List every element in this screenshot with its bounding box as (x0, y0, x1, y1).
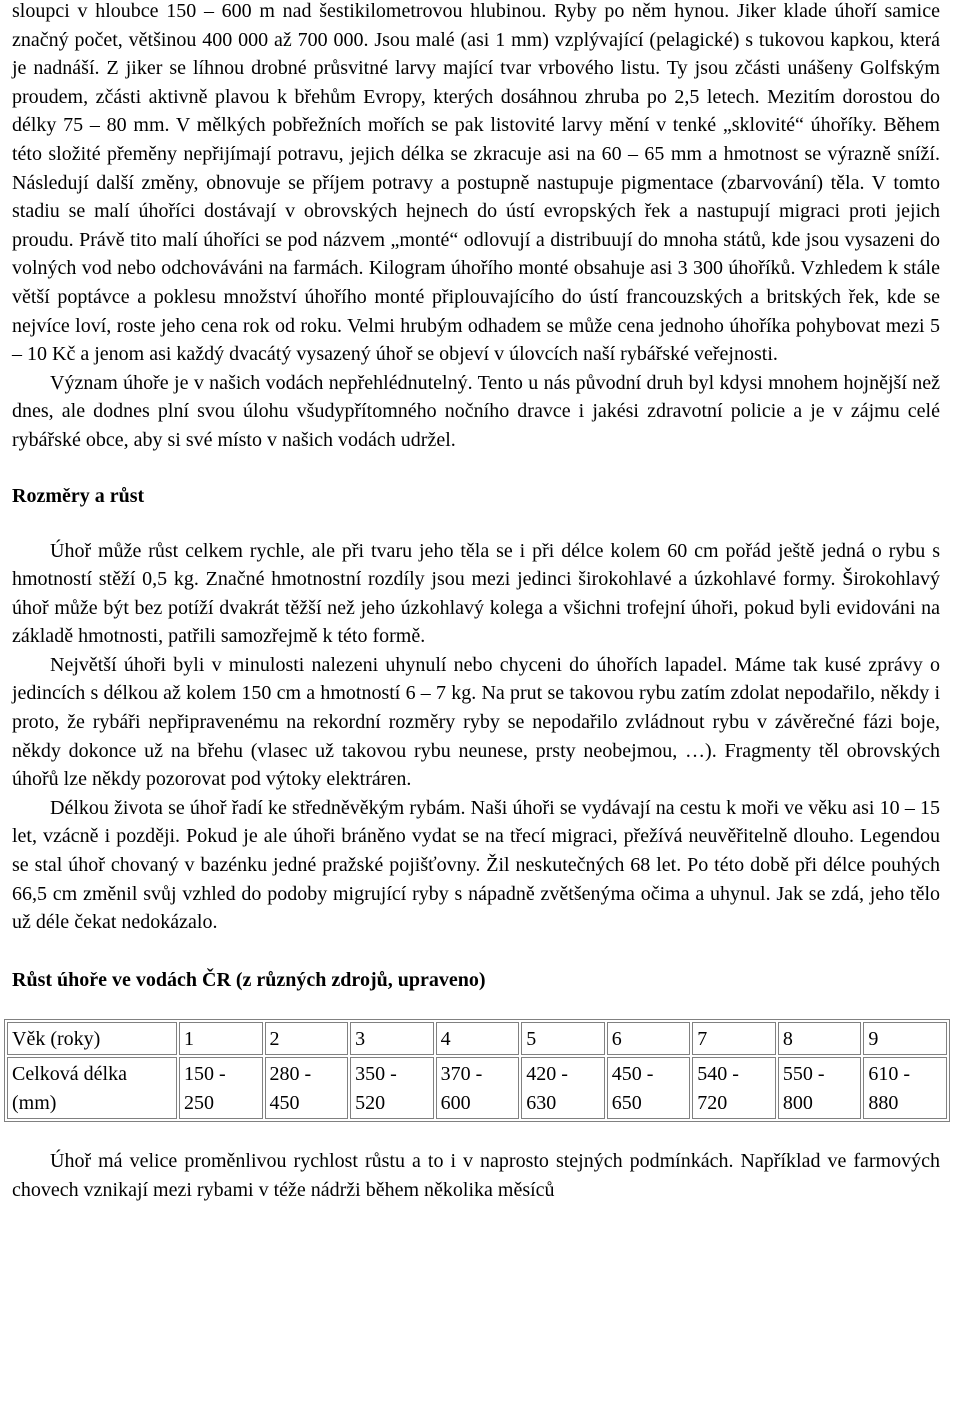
table-cell-age: 5 (521, 1022, 605, 1056)
table-cell-length: 150 - 250 (179, 1057, 263, 1119)
table-cell-length: 610 - 880 (863, 1057, 947, 1119)
table-cell-age: 9 (863, 1022, 947, 1056)
paragraph-spawning: sloupci v hloubce 150 – 600 m nad šestikilometrovou hlubinou. Ryby po něm hynou. Jiker klade úhoří samice značný počet, většinou 400 000 až 700 000. Jsou malé (asi 1 mm) vzplývající (pelagické) s tukovou kapkou, která je nadnáší. Z jiker se líhnou drobné průsvitné larvy mající tvar vrbového listu. Ty jsou zčásti unášeny Golfským proudem, zčásti aktivně plavou k břehům Evropy, kterých dosáhnou zhruba po 2,5 letech. Mezitím dorostou do délky 75 – 80 mm. V mělkých pobřežních mořích se pak listovité larvy mění v tenké „sklovité“ úhoříky. Během této složité přeměny nepřijímají potravu, jejich délka se zkracuje asi na 60 – 65 mm a hmotnost se výrazně sníží. Následují další změny, obnovuje se příjem potravy a postupně nastupuje pigmentace (zbarvování) těla. V tomto stadiu se malí úhoříci dostávají v obrovských hejnech do ústí evropských řek a nastupují migraci proti jejich proudu. Právě tito malí úhoříci se pod názvem „monté“ odlovují a distribuují do mnoha států, kde jsou vysazeni do volných vod nebo odchováváni na farmách. Kilogram úhořího monté obsahuje asi 3 300 úhoříků. Vzhledem k stále větší poptávce a poklesu množství úhořího monté připlouvajícího do ústí francouzských a britských řek, kde se nejvíce loví, roste jeho cena rok od roku. Velmi hrubým odhadem se může cena jednoho úhoříka pohybovat mezi 5 – 10 Kč a jenom asi každý dvacátý vysazený úhoř se objeví v úlovcích naší rybářské veřejnosti. (12, 0, 940, 366)
table-cell-length: 550 - 800 (778, 1057, 862, 1119)
table-cell-length: 450 - 650 (607, 1057, 691, 1119)
table-cell-age: 6 (607, 1022, 691, 1056)
table-cell-age-label: Věk (roky) (7, 1022, 177, 1056)
table-row-age (7, 1022, 947, 1056)
growth-table (4, 1019, 950, 1123)
heading-size-and-growth: Rozměry a růst (12, 484, 145, 507)
table-cell-length: 540 - 720 (692, 1057, 776, 1119)
paragraph-largest-eels: Největší úhoři byli v minulosti nalezeni uhynulí nebo chyceni do úhořích lapadel. Máme tak kusé zprávy o jedincích s délkou až kolem 150 cm a hmotností 6 – 7 kg. Na prut se takovou rybu zatím zdolat nepodařilo, někdy i proto, že rybáři nepřipravenému na rekordní rozměry ryby se nepodařilo zvládnout rybu v závěrečné fázi boje, někdy dokonce už na břehu (vlasec už takovou rybu neunese, prsty neobejmou, …). Fragmenty těl obrovských úhořů lze někdy pozorovat pod výtoky elektráren. (12, 653, 940, 791)
paragraph-growth-variability: Úhoř má velice proměnlivou rychlost růstu a to i v naprosto stejných podmínkách. Například ve farmových chovech vznikají mezi rybami v téže nádrži během několika měsíců (12, 1150, 940, 1201)
table-cell-length: 350 - 520 (350, 1057, 434, 1119)
table-cell-age: 7 (692, 1022, 776, 1056)
table-cell-age: 3 (350, 1022, 434, 1056)
table-cell-age: 2 (265, 1022, 349, 1056)
table-cell-length-label: Celková délka (mm) (7, 1057, 177, 1119)
document-page (12, 0, 940, 1205)
table-cell-age: 1 (179, 1022, 263, 1056)
table-cell-length: 420 - 630 (521, 1057, 605, 1119)
table-row-length (7, 1057, 947, 1119)
table-cell-length: 370 - 600 (436, 1057, 520, 1119)
paragraph-growth-rate: Úhoř může růst celkem rychle, ale při tvaru jeho těla se i při délce kolem 60 cm pořád ještě jedná o rybu s hmotností stěží 0,5 kg. Značné hmotnostní rozdíly jsou mezi jedinci širokohlavé a úzkohlavé formy. Širokohlavý úhoř může být bez potíží dvakrát těžší než jeho úzkohlavý kolega a všichni trofejní úhoři, pokud byli evidováni na základě hmotnosti, patřili samozřejmě k této formě. (12, 539, 940, 648)
table-cell-age: 4 (436, 1022, 520, 1056)
table-cell-length: 280 - 450 (265, 1057, 349, 1119)
table-cell-age: 8 (778, 1022, 862, 1056)
heading-growth-table: Růst úhoře ve vodách ČR (z různých zdrojů, upraveno) (12, 968, 486, 991)
paragraph-lifespan: Délkou života se úhoř řadí ke středněvěkým rybám. Naši úhoři se vydávají na cestu k moři ve věku asi 10 – 15 let, vzácně i později. Pokud je ale úhoři bráněno vydat se na třecí migraci, přežívá neuvěřitelně dlouho. Legendou se stal úhoř chovaný v bazénku jedné pražské pojišťovny. Žil neskutečných 68 let. Po této době při délce pouhých 66,5 cm změnil svůj vzhled do podoby migrující ryby s nápadně zvětšenýma očima a uhynul. Jak se zdá, jeho tělo už déle čekat nedokázalo. (12, 796, 940, 934)
paragraph-significance: Význam úhoře je v našich vodách nepřehlédnutelný. Tento u nás původní druh byl kdysi mnohem hojnější než dnes, ale dodnes plní svou úlohu všudypřítomného nočního dravce i jakési zdravotní policie a je v zájmu celé rybářské obce, aby si své místo v našich vodách udržel. (12, 371, 940, 451)
